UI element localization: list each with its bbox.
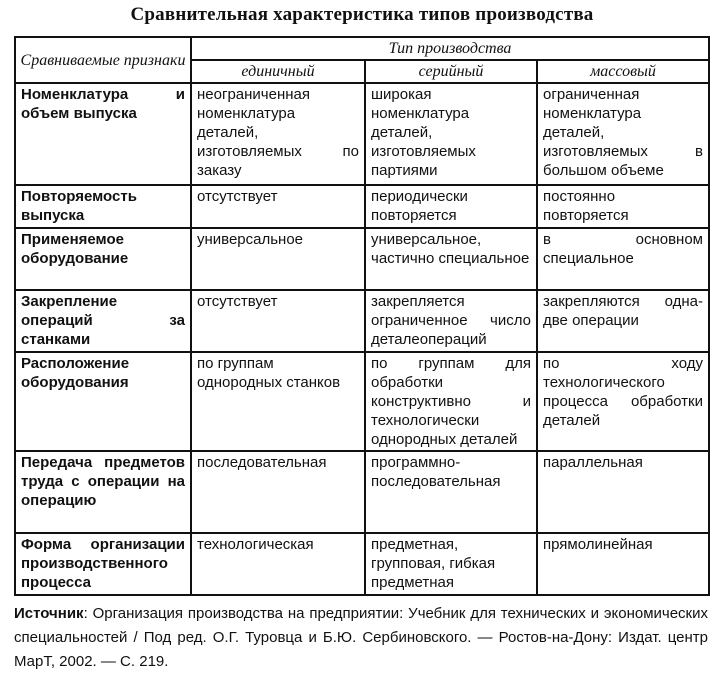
table-row xyxy=(15,451,709,533)
header-feature: Сравниваемые признаки xyxy=(15,37,191,83)
row-feature: Форма организации производственного процесса xyxy=(15,533,191,595)
header-col-mass: массовый xyxy=(537,60,709,83)
table-row xyxy=(15,228,709,290)
source-text: : Организация производства на предприятии: Учебник для технических и экономических специальностей / Под ред. О.Г. Туровца и Б.Ю. Сербиновского. — Ростов-на-Дону: Издат. центр МарТ, 2002. — С. 219. xyxy=(14,605,708,670)
row-feature: Применяемое оборудование xyxy=(15,228,191,290)
cell-mass: по ходу технологического процесса обработки деталей xyxy=(537,352,709,451)
cell-mass: прямолинейная xyxy=(537,533,709,595)
cell-serial: широкая номенклатура деталей, изготовляемых партиями xyxy=(365,83,537,185)
cell-single: неограниченная номенклатура деталей, изготовляемых по заказу xyxy=(191,83,365,185)
source-label: Источник xyxy=(14,605,84,622)
cell-single: отсутствует xyxy=(191,290,365,352)
cell-single: отсутствует xyxy=(191,185,365,228)
cell-single: последовательная xyxy=(191,451,365,533)
row-feature: Расположение оборудования xyxy=(15,352,191,451)
cell-mass: закрепляются одна-две операции xyxy=(537,290,709,352)
cell-mass: постоянно повторяется xyxy=(537,185,709,228)
row-feature: Закрепление операций за станками xyxy=(15,290,191,352)
table-row xyxy=(15,83,709,185)
table-row xyxy=(15,352,709,451)
comparison-table xyxy=(14,36,710,596)
cell-mass: в основном специальное xyxy=(537,228,709,290)
cell-mass: ограниченная номенклатура деталей, изготовляемых в большом объеме xyxy=(537,83,709,185)
page-title: Сравнительная характеристика типов производства xyxy=(130,4,594,25)
row-feature: Номенклатура и объем выпуска xyxy=(15,83,191,185)
cell-serial: периодически повторяется xyxy=(365,185,537,228)
table-row xyxy=(15,185,709,228)
table-row xyxy=(15,290,709,352)
cell-mass: параллельная xyxy=(537,451,709,533)
cell-serial: универсальное, частично специальное xyxy=(365,228,537,290)
row-feature: Повторяемость выпуска xyxy=(15,185,191,228)
cell-serial: по группам для обработки конструктивно и технологически однородных деталей xyxy=(365,352,537,451)
table-row xyxy=(15,533,709,595)
source-note xyxy=(14,602,708,674)
cell-serial: закрепляется ограниченное число деталеопераций xyxy=(365,290,537,352)
header-type: Тип производства xyxy=(191,37,709,60)
header-col-single: единичный xyxy=(191,60,365,83)
cell-single: универсальное xyxy=(191,228,365,290)
cell-serial: предметная, групповая, гибкая предметная xyxy=(365,533,537,595)
cell-single: технологическая xyxy=(191,533,365,595)
cell-single: по группам однородных станков xyxy=(191,352,365,451)
row-feature: Передача предметов труда с операции на операцию xyxy=(15,451,191,533)
cell-serial: программно-последовательная xyxy=(365,451,537,533)
header-col-serial: серийный xyxy=(365,60,537,83)
